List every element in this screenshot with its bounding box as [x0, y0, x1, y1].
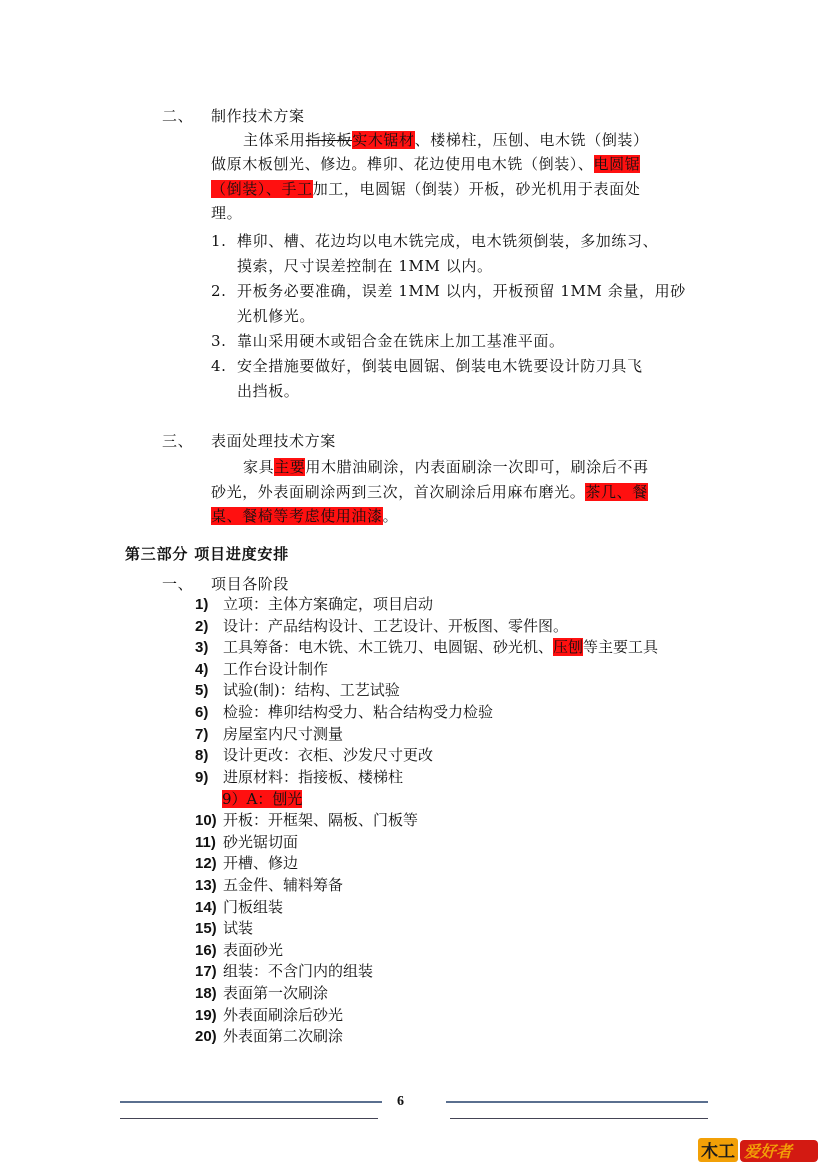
section2-title: 制作技术方案 [211, 107, 305, 125]
list-number: 7) [195, 726, 209, 743]
list-item [195, 767, 403, 789]
list-item [195, 680, 400, 702]
list-item [195, 702, 493, 724]
list-number: 15) [195, 920, 217, 937]
footer-rule-left-bottom [120, 1118, 378, 1119]
part3-heading: 第三部分 项目进度安排 [125, 545, 290, 563]
list-text: 工具筹备：电木铣、木工铣刀、电圆锯、砂光机、 [223, 638, 554, 656]
highlighted-text: 主要 [274, 458, 306, 476]
list-text: 等主要工具 [583, 638, 659, 656]
list-item [222, 789, 302, 811]
item-text: 光机修光。 [237, 307, 316, 325]
list-text: 表面砂光 [223, 941, 284, 959]
list-item [195, 637, 658, 659]
section3-para-line3 [211, 504, 398, 528]
list-item [195, 940, 283, 962]
list-text: 设计：产品结构设计、工艺设计、开板图、零件图。 [223, 617, 569, 635]
list-item [195, 875, 343, 897]
list-item [195, 832, 298, 854]
text-run: 做原木板刨光、修边。榫卯、花边使用电木铣（倒装）、 [211, 155, 594, 173]
list-number: 3) [195, 639, 209, 656]
list-text: 房屋室内尺寸测量 [223, 725, 344, 743]
section2-para-line2 [211, 152, 640, 176]
list-item [195, 983, 328, 1005]
list-item [195, 810, 418, 832]
list-text: 工作台设计制作 [223, 660, 329, 678]
list-text: 门板组装 [223, 898, 284, 916]
list-item [195, 594, 433, 616]
list-number: 2) [195, 618, 209, 635]
list-number: 18) [195, 985, 217, 1002]
section2-para-line3 [211, 177, 640, 201]
text-run: 家具 [243, 458, 275, 476]
list-number: 11) [195, 834, 216, 851]
highlighted-text: 茶几、餐 [585, 483, 648, 501]
list-text: 试验(制)：结构、工艺试验 [223, 681, 400, 699]
footer-rule-left [120, 1101, 382, 1103]
part3-sub-number: 一、 [162, 575, 194, 593]
section2-number: 二、 [162, 107, 194, 125]
part3-sub-title: 项目各阶段 [211, 575, 290, 593]
list-number: 19) [195, 1007, 217, 1024]
item-text: 摸索，尺寸误差控制在 1MM 以内。 [237, 257, 493, 275]
list-text: 检验：榫卯结构受力、粘合结构受力检验 [223, 703, 494, 721]
list-number: 10) [195, 812, 217, 829]
item-number: 3. [211, 332, 227, 350]
list-text: 设计更改：衣柜、沙发尺寸更改 [223, 746, 434, 764]
list-number: 13) [195, 877, 217, 894]
item-number: 4. [211, 357, 227, 375]
list-text: 立项：主体方案确定，项目启动 [223, 595, 434, 613]
section2-para-line4: 理。 [211, 204, 243, 222]
highlighted-text: 电圆锯 [593, 155, 641, 173]
list-text: 开板：开框架、隔板、门板等 [223, 811, 419, 829]
highlighted-text: 压刨 [553, 638, 584, 656]
highlighted-text: 实木锯材 [352, 131, 415, 149]
list-text: 表面第一次刷涂 [223, 984, 329, 1002]
footer-rule-right-bottom [450, 1118, 708, 1119]
logo-graphic [698, 1136, 820, 1164]
list-text: 外表面第二次刷涂 [223, 1027, 344, 1045]
highlighted-text: 9）A：刨光 [222, 790, 303, 808]
list-number: 16) [195, 942, 217, 959]
text-run: 用木腊油刷涂，内表面刷涂一次即可，刷涂后不再 [305, 458, 649, 476]
list-item [195, 1026, 343, 1048]
list-text: 外表面刷涂后砂光 [223, 1006, 344, 1024]
logo-text-1: 木工 [701, 1142, 735, 1162]
struck-text: 指接板 [305, 131, 353, 149]
page-number: 6 [397, 1094, 404, 1109]
list-number: 12) [195, 855, 217, 872]
highlighted-text: 桌、餐椅等考虑使用油漆 [211, 507, 383, 525]
item-text: 安全措施要做好，倒装电圆锯、倒装电木铣要设计防刀具飞 [237, 357, 643, 375]
list-number: 5) [195, 682, 209, 699]
list-number: 14) [195, 899, 217, 916]
footer-rule-right [446, 1101, 708, 1103]
list-item [195, 745, 433, 767]
list-item [195, 659, 328, 681]
item-text: 开板务必要准确，误差 1MM 以内，开板预留 1MM 余量，用砂 [237, 282, 686, 300]
list-text: 五金件、辅料筹备 [223, 876, 344, 894]
highlighted-text: （倒装）、手工 [211, 180, 313, 198]
list-text: 进原材料：指接板、楼梯柱 [223, 768, 404, 786]
list-item [195, 897, 283, 919]
text-run: 、楼梯柱，压刨、电木铣（倒装） [414, 131, 649, 149]
list-number: 4) [195, 661, 209, 678]
list-text: 组装：不含门内的组装 [223, 962, 374, 980]
woodworking-logo [698, 1136, 820, 1164]
item-text: 靠山采用硬木或铝合金在铣床上加工基准平面。 [237, 332, 565, 350]
list-text: 试装 [223, 919, 254, 937]
item-number: 1. [211, 232, 227, 250]
list-number: 9) [195, 769, 209, 786]
list-item [195, 616, 568, 638]
item-number: 2. [211, 282, 227, 300]
text-run: 加工，电圆锯（倒装）开板，砂光机用于表面处 [312, 180, 641, 198]
section3-para-line1 [243, 455, 649, 479]
list-number: 20) [195, 1028, 217, 1045]
list-item [195, 961, 373, 983]
list-number: 1) [195, 596, 209, 613]
section3-number: 三、 [162, 432, 194, 450]
section2-para-line1 [243, 128, 649, 152]
item-text: 出挡板。 [237, 382, 300, 400]
list-item [195, 853, 298, 875]
list-item [195, 918, 253, 940]
item-text: 榫卯、槽、花边均以电木铣完成，电木铣须倒装，多加练习、 [237, 232, 659, 250]
list-number: 6) [195, 704, 209, 721]
text-run: 。 [382, 507, 399, 525]
list-text: 开槽、修边 [223, 854, 299, 872]
section3-title: 表面处理技术方案 [211, 432, 336, 450]
list-item [195, 724, 343, 746]
section3-para-line2 [211, 480, 648, 504]
logo-text-2: 爱好者 [744, 1142, 793, 1161]
list-number: 17) [195, 963, 217, 980]
text-run: 主体采用 [243, 131, 306, 149]
list-item [195, 1005, 343, 1027]
text-run: 砂光，外表面刷涂两到三次，首次刷涂后用麻布磨光。 [211, 483, 586, 501]
list-number: 8) [195, 747, 209, 764]
list-text: 砂光锯切面 [223, 833, 299, 851]
